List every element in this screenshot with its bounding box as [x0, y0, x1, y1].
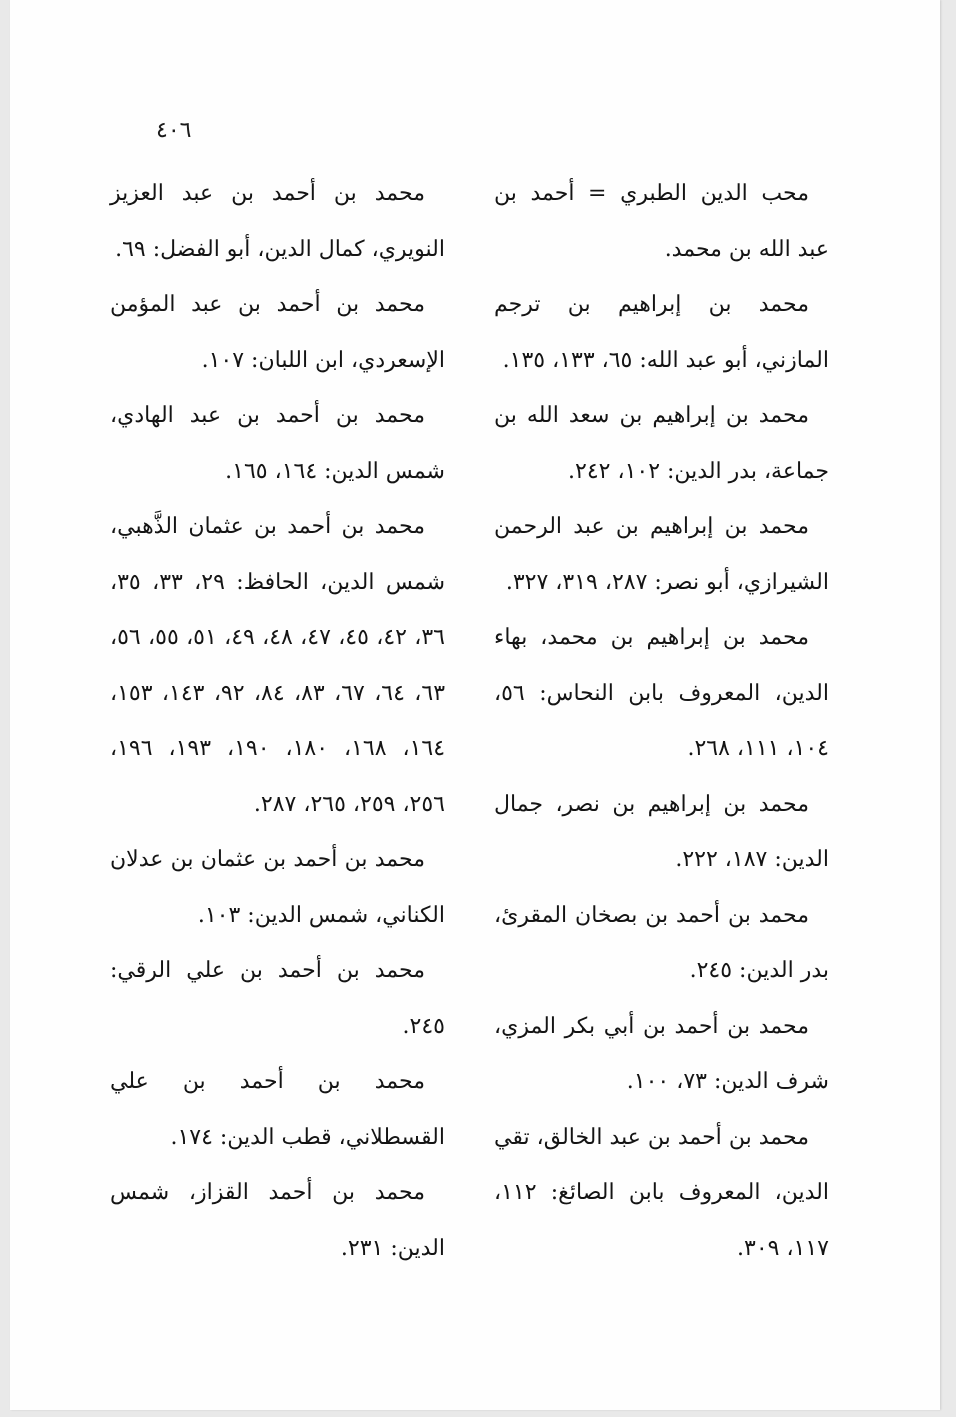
- index-entry: محمد بن أحمد بن عبد المؤمن الإسعردي، ابن اللبان: ١٠٧.: [110, 292, 445, 373]
- index-entry: محمد بن أحمد بن علي الرقي: ٢٤٥.: [110, 958, 445, 1039]
- index-entry: محمد بن أحمد بن عبد الهادي، شمس الدين: ١٦٤، ١٦٥.: [110, 403, 445, 484]
- index-entry: محمد بن أحمد بن علي القسطلاني، قطب الدين: ١٧٤.: [110, 1069, 445, 1150]
- index-column-left: [110, 166, 445, 1276]
- index-entry: محمد بن أحمد بن بصخان المقرئ، بدر الدين: ٢٤٥.: [494, 902, 829, 983]
- index-entry: محب الدين الطبري = أحمد بن عبد الله بن محمد.: [494, 181, 829, 262]
- index-entry: محمد بن أحمد بن عثمان بن عدلان الكناني، شمس الدين: ١٠٣.: [110, 847, 445, 928]
- index-entry: محمد بن إبراهيم بن عبد الرحمن الشيرازي، أبو نصر: ٢٨٧، ٣١٩، ٣٢٧.: [494, 514, 829, 595]
- index-entry: محمد بن أحمد بن عبد الخالق، تقي الدين، المعروف بابن الصائغ: ١١٢، ١١٧، ٣٠٩.: [494, 1124, 829, 1261]
- index-entry: محمد بن إبراهيم بن سعد الله بن جماعة، بدر الدين: ١٠٢، ٢٤٢.: [494, 403, 829, 484]
- index-entry: محمد بن إبراهيم بن محمد، بهاء الدين، المعروف بابن النحاس: ٥٦، ١٠٤، ١١١، ٢٦٨.: [494, 625, 829, 761]
- index-entry: محمد بن أحمد بن عثمان الذَّهبي، شمس الدين، الحافظ: ٢٩، ٣٣، ٣٥، ٣٦، ٤٢، ٤٥، ٤٧، ٤٨، ٤٩، ٥١، ٥٥، ٥٦، ٦٣، ٦٤، ٦٧، ٨٣، ٨٤، ٩٢، ١٤٣، ١٥٣، ١٦٤، ١٦٨، ١٨٠، ١٩٠، ١٩٣، ١٩٦، ٢٥٦، ٢٥٩، ٢٦٥، ٢٨٧.: [110, 514, 446, 817]
- index-column-right: [494, 166, 829, 1276]
- book-page: [10, 0, 940, 1410]
- index-entry: محمد بن أحمد بن أبي بكر المزي، شرف الدين: ٧٣، ١٠٠.: [494, 1013, 829, 1094]
- page-number: ٤٠٦: [156, 118, 192, 143]
- index-entry: محمد بن أحمد القزاز، شمس الدين: ٢٣١.: [110, 1180, 445, 1261]
- index-entry: محمد بن أحمد بن عبد العزيز النويري، كمال الدين، أبو الفضل: ٦٩.: [110, 181, 445, 262]
- index-entry: محمد بن إبراهيم بن نصر، جمال الدين: ١٨٧، ٢٢٢.: [494, 791, 829, 872]
- index-entry: محمد بن إبراهيم بن ترجم المازني، أبو عبد الله: ٦٥، ١٣٣، ١٣٥.: [494, 292, 829, 373]
